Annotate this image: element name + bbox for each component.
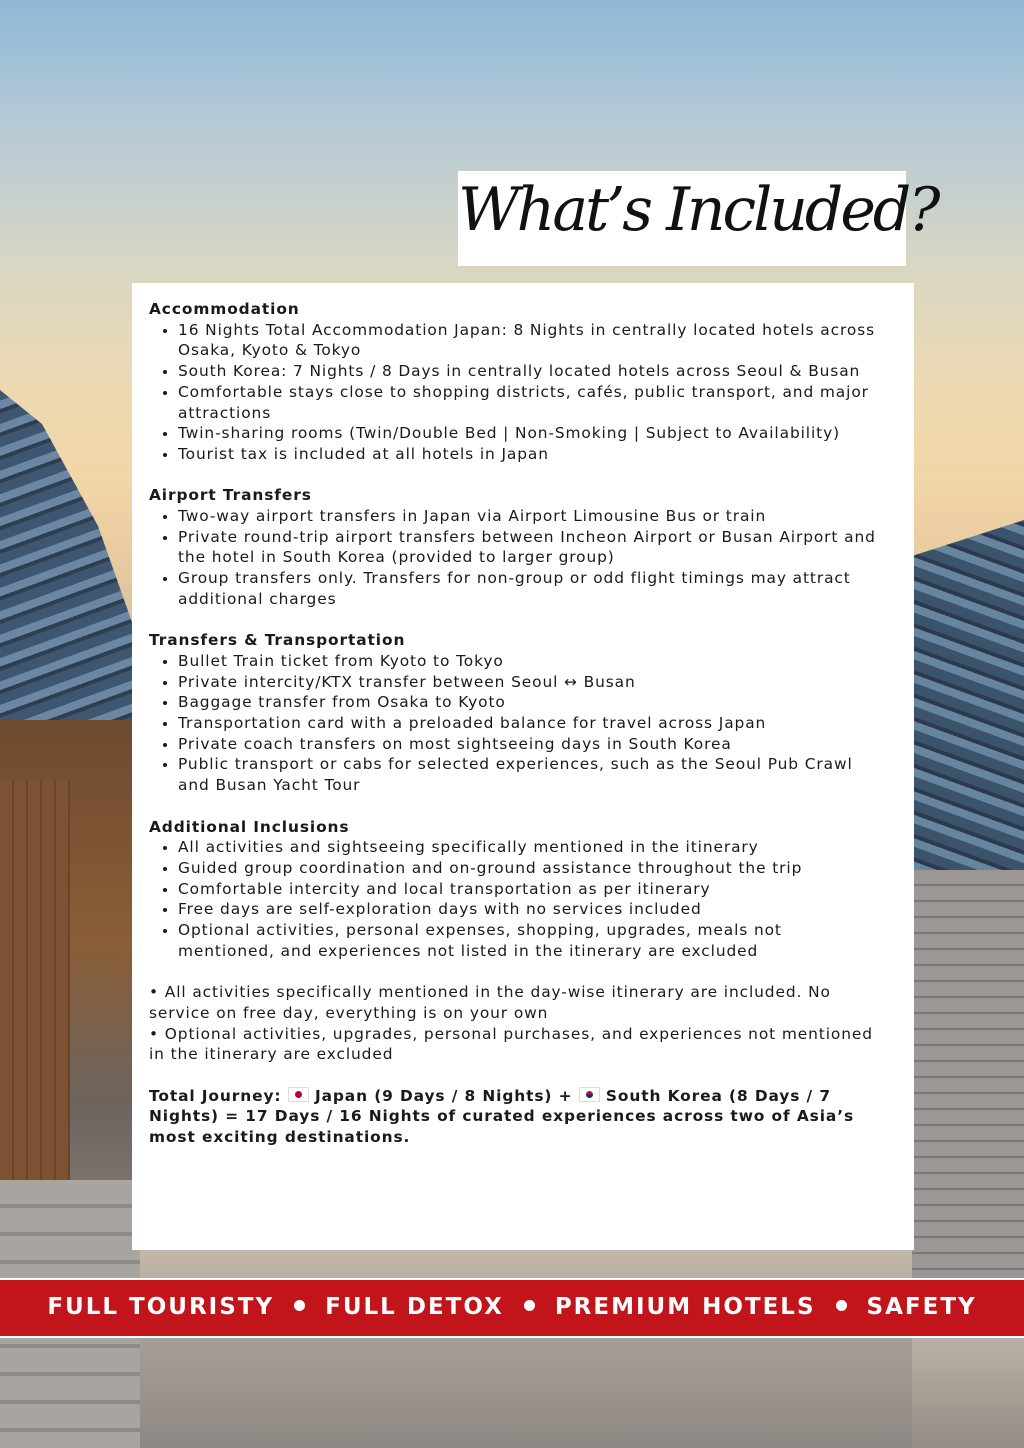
list-item: All activities and sightseeing specifically mentioned in the itinerary bbox=[178, 837, 879, 858]
banner-item-full-detox: FULL DETOX bbox=[325, 1294, 504, 1320]
list-item: Guided group coordination and on-ground assistance throughout the trip bbox=[178, 858, 879, 879]
list-item: Group transfers only. Transfers for non-group or odd flight timings may attract additional charges bbox=[178, 568, 879, 609]
note-paragraph: • All activities specifically mentioned in the day-wise itinerary are included. No service on free day, everything is on your own bbox=[149, 983, 831, 1022]
bullet-dot-icon bbox=[294, 1300, 305, 1311]
banner-items bbox=[0, 1294, 1024, 1320]
bullet-dot-icon bbox=[836, 1300, 847, 1311]
list-item: Private coach transfers on most sightseeing days in South Korea bbox=[178, 734, 879, 755]
list-item: Private intercity/KTX transfer between Seoul ↔ Busan bbox=[178, 672, 879, 693]
banner-item-safety: SAFETY bbox=[866, 1294, 977, 1320]
list-item: Comfortable stays close to shopping districts, cafés, public transport, and major attractions bbox=[178, 382, 879, 423]
notes bbox=[149, 982, 879, 1065]
list-item: Twin-sharing rooms (Twin/Double Bed | Non-Smoking | Subject to Availability) bbox=[178, 423, 879, 444]
inclusions-content bbox=[149, 299, 879, 1148]
section-list bbox=[149, 320, 879, 465]
list-item: Tourist tax is included at all hotels in Japan bbox=[178, 444, 879, 465]
list-item: 16 Nights Total Accommodation Japan: 8 Nights in centrally located hotels across Osaka, Kyoto & Tokyo bbox=[178, 320, 879, 361]
section-additional-inclusions bbox=[149, 817, 879, 962]
list-item: Transportation card with a preloaded balance for travel across Japan bbox=[178, 713, 879, 734]
list-item: Baggage transfer from Osaka to Kyoto bbox=[178, 692, 879, 713]
list-item: Free days are self-exploration days with no services included bbox=[178, 899, 879, 920]
list-item: South Korea: 7 Nights / 8 Days in centrally located hotels across Seoul & Busan bbox=[178, 361, 879, 382]
list-item: Bullet Train ticket from Kyoto to Tokyo bbox=[178, 651, 879, 672]
section-list bbox=[149, 506, 879, 610]
section-list bbox=[149, 837, 879, 961]
list-item: Optional activities, personal expenses, shopping, upgrades, meals not mentioned, and experiences not listed in the itinerary are excluded bbox=[178, 920, 879, 961]
section-heading: Airport Transfers bbox=[149, 486, 312, 505]
section-list bbox=[149, 651, 879, 796]
section-heading: Additional Inclusions bbox=[149, 817, 350, 836]
title-box bbox=[458, 171, 938, 266]
total-japan: Japan (9 Days / 8 Nights) + bbox=[308, 1086, 579, 1105]
list-item: Public transport or cabs for selected experiences, such as the Seoul Pub Crawl and Busan Yacht Tour bbox=[178, 754, 879, 795]
right-stone-wall bbox=[912, 870, 1024, 1290]
section-heading: Accommodation bbox=[149, 300, 300, 318]
list-item: Private round-trip airport transfers between Incheon Airport or Busan Airport and the hotel in South Korea (provided to larger group) bbox=[178, 527, 879, 568]
left-wooden-door bbox=[0, 780, 70, 1180]
list-item: Two-way airport transfers in Japan via Airport Limousine Bus or train bbox=[178, 506, 879, 527]
right-roof-tiles bbox=[912, 520, 1024, 880]
bullet-dot-icon bbox=[524, 1300, 535, 1311]
total-journey bbox=[149, 1086, 879, 1148]
note-paragraph: • Optional activities, upgrades, personal purchases, and experiences not mentioned in the itinerary are excluded bbox=[149, 1024, 873, 1064]
japan-flag-icon bbox=[288, 1087, 309, 1102]
banner-item-premium-hotels: PREMIUM HOTELS bbox=[554, 1294, 816, 1320]
south-korea-flag-icon bbox=[579, 1087, 600, 1102]
total-korea: South Korea (8 Days / 7 Nights) = 17 Days / 16 Nights of curated experiences across two of Asia’s most exciting destinations. bbox=[149, 1086, 855, 1147]
section-accommodation bbox=[149, 299, 879, 465]
list-item: Comfortable intercity and local transportation as per itinerary bbox=[178, 879, 879, 900]
section-transportation bbox=[149, 630, 879, 796]
feature-banner bbox=[0, 1278, 1024, 1338]
section-airport-transfers bbox=[149, 485, 879, 609]
page-title: What’s Included? bbox=[458, 175, 938, 245]
section-heading: Transfers & Transportation bbox=[149, 631, 406, 650]
total-prefix: Total Journey: bbox=[149, 1086, 288, 1105]
banner-item-full-touristy: FULL TOURISTY bbox=[47, 1294, 275, 1320]
